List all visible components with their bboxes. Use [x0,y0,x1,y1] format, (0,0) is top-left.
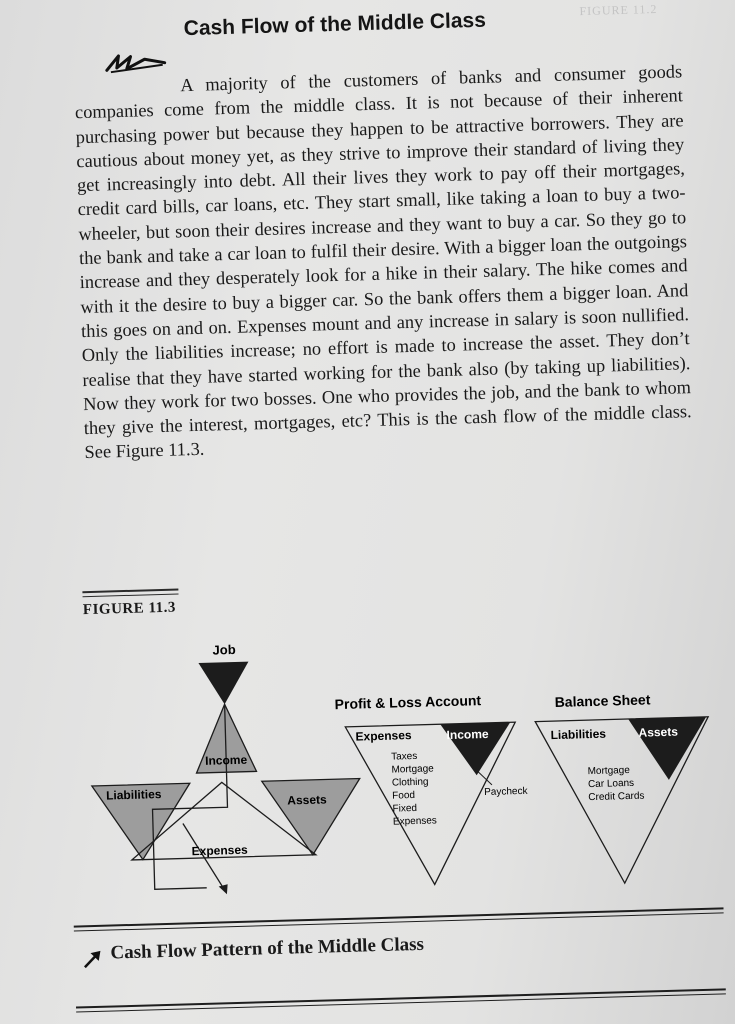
bs-liabilities-label: Liabilities [550,726,607,743]
profit-loss-account [334,691,531,887]
footer-title: Cash Flow Pattern of the Middle Class [110,933,425,964]
pl-item-5: Expenses [392,815,438,828]
pl-item-2: Clothing [391,776,429,789]
section-title: Cash Flow of the Middle Class [183,8,487,41]
footer-rule-3 [76,988,726,1008]
liabilities-label: Liabilities [105,787,162,803]
pl-income-label: Income [446,726,489,743]
pl-item-3: Food [392,789,416,802]
flow-arrowhead [219,884,228,894]
cash-flow-diagram [78,618,725,906]
scribble-arrow-icon [104,50,175,74]
body-paragraph: A majority of the customers of banks and consumer goods companies come from the middle class. It is not because of their inherent purchasing power but because they happen to be attractive borrowers. They are cautious about money yet, as they strive to improve their standard of living they get increasingly into debt. All their lives they work to pay off their mortgages, credit card bills, car loans, etc. They start small, like taking a loan to buy a two-wheeler, but soon their desires increase and they want to buy a car. So they go to the bank and take a car loan to fulfil their desire. With a bigger loan the outgoings increase and they desperately look for a hike in their salary. The hike comes and with it the desire to buy a bigger car. So the bank offers them a bigger loan. And this goes on and on. Expenses mount and any increase in salary is soon nullified. Only the liabilities increase; no effort is made to increase the asset. They don’t realise that they have started working for the bank also (by taking up liabilities). Now they work for two bosses. One who provides the job, and the bank to whom they give the interest, mortgages, etc? This is the cash flow of the middle class. See Figure 11.3. [74,61,692,463]
job-triangle [198,662,249,705]
job-income-diagram [88,639,363,898]
pl-item-0: Taxes [390,750,418,763]
job-label: Job [212,641,236,658]
pl-expenses-label: Expenses [355,728,412,744]
figure-rule-bottom [83,594,179,598]
figure-rule-top [82,589,178,594]
bleed-through-text: FIGURE 11.2 [579,1,658,19]
balance-sheet [534,690,712,886]
expenses-label: Expenses [191,842,248,859]
footer-rule-1 [74,907,724,927]
pl-item-4: Fixed [392,802,418,815]
bs-item-0: Mortgage [587,764,631,778]
paycheck-label: Paycheck [484,785,528,799]
pl-item-1: Mortgage [391,763,434,776]
assets-triangle [262,779,362,857]
bs-title: Balance Sheet [554,691,651,711]
income-label: Income [204,752,248,768]
figure-label: FIGURE 11.3 [82,599,177,619]
pl-title: Profit & Loss Account [334,692,482,713]
arrow-up-right-icon [81,948,104,971]
assets-label: Assets [287,792,327,808]
bs-assets-label: Assets [638,724,679,740]
bs-item-2: Credit Cards [588,790,645,804]
bs-item-1: Car Loans [587,777,635,791]
